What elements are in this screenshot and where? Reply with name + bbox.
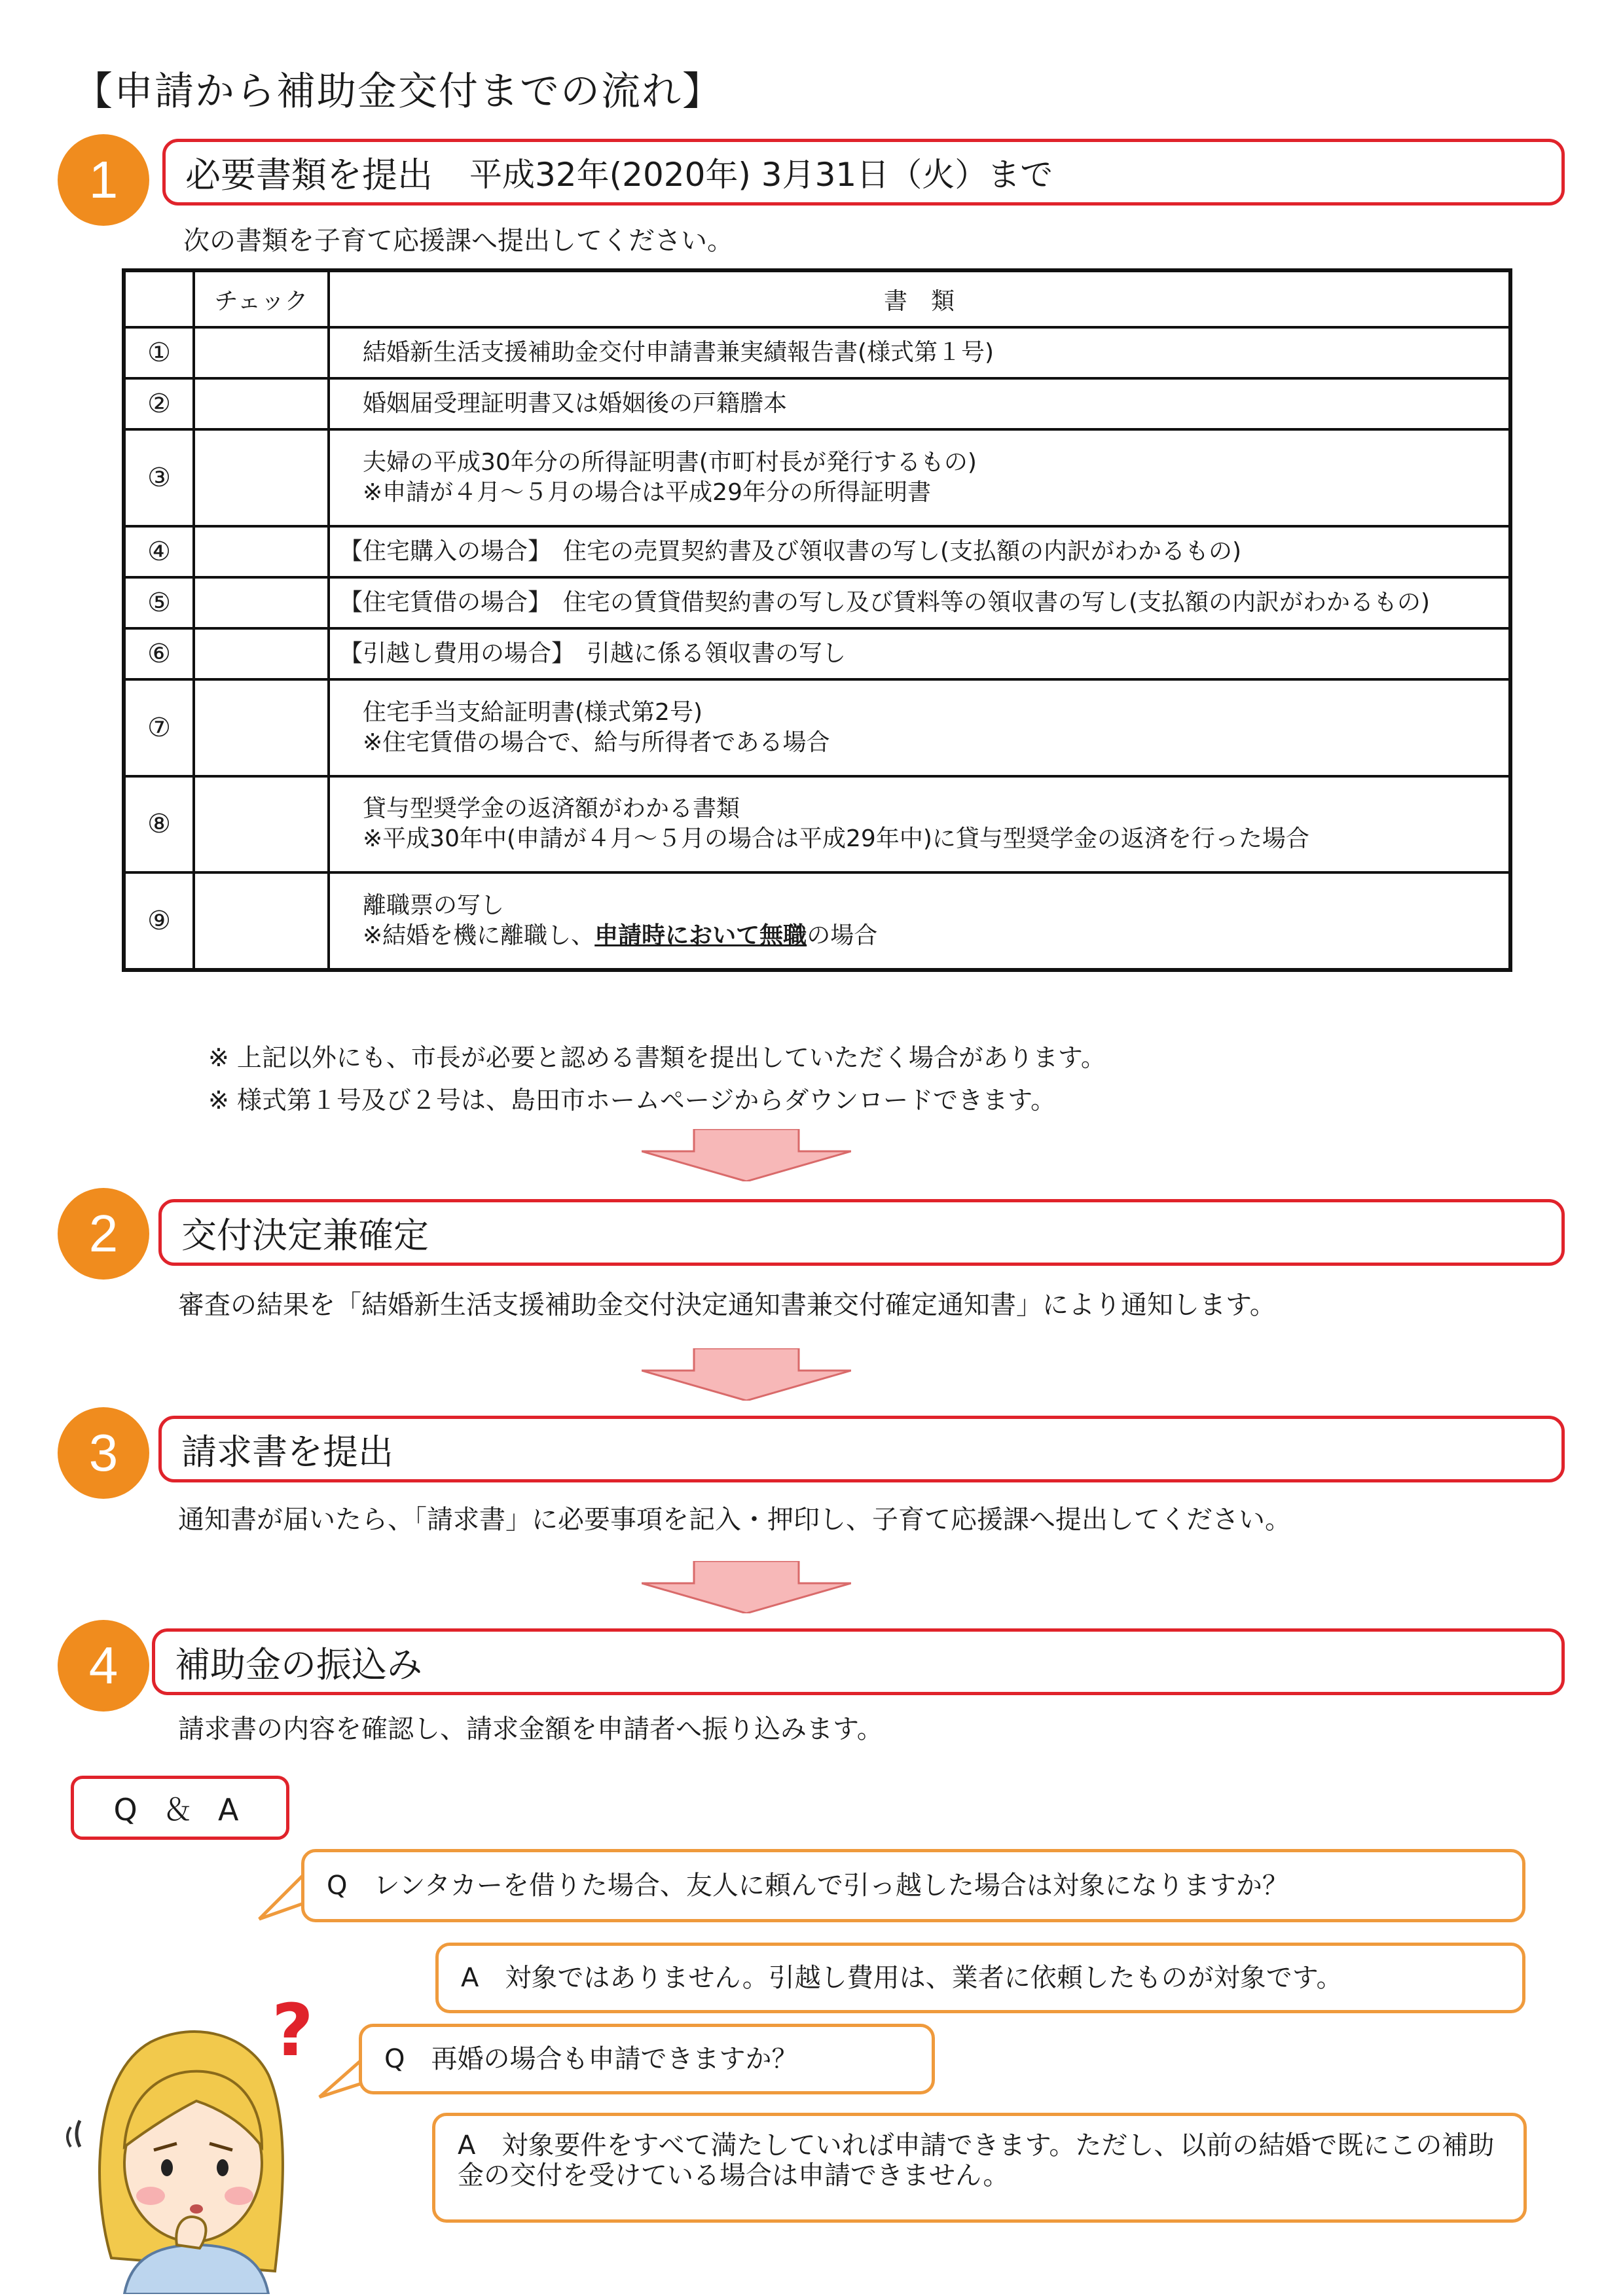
document-line: 【引越し費用の場合】 引越に係る領収書の写し (339, 640, 847, 668)
checkbox-cell[interactable] (194, 776, 329, 872)
table-header-row (124, 270, 1510, 327)
header-check: チェック (194, 270, 329, 327)
step-1-deadline: 平成32年(2020年) 3月31日（火）まで (469, 156, 1053, 194)
step-1-number: 1 (58, 134, 149, 226)
document-cell (329, 429, 1510, 526)
table-row (124, 679, 1510, 776)
step-1-description: 次の書類を子育て応援課へ提出してください。 (183, 226, 733, 256)
header-number (124, 270, 194, 327)
document-line: 【住宅賃借の場合】 住宅の賃貸借契約書の写し及び賃料等の領収書の写し(支払額の内訳がわかるもの) (339, 589, 1431, 617)
document-note: ※住宅賃借の場合で、給与所得者である場合 (363, 729, 830, 756)
table-row (124, 872, 1510, 970)
row-number: ③ (124, 429, 194, 526)
document-line: 夫婦の平成30年分の所得証明書(市町村長が発行するもの) (363, 449, 977, 476)
qa-question-1: Q レンタカーを借りた場合、友人に頼んで引っ越した場合は対象になりますか？ (301, 1849, 1525, 1922)
table-row (124, 327, 1510, 378)
row-number: ⑨ (124, 872, 194, 970)
step-3-header (158, 1416, 1565, 1482)
page-title: 【申請から補助金交付までの流れ】 (73, 69, 723, 115)
document-note (363, 921, 1508, 951)
down-arrow-icon (642, 1561, 851, 1613)
step-1-header (162, 139, 1565, 206)
down-arrow-icon (642, 1129, 851, 1181)
document-cell (329, 577, 1510, 628)
document-cell (329, 679, 1510, 776)
document-cell (329, 378, 1510, 429)
note-1: ※ 上記以外にも、市長が必要と認める書類を提出していただく場合があります。 (208, 1043, 1106, 1072)
step-3-number: 3 (58, 1407, 149, 1499)
document-line: 住宅手当支給証明書(様式第2号) (363, 699, 702, 726)
svg-text:?: ? (272, 1996, 314, 2072)
document-cell (329, 776, 1510, 872)
step-2-title: 交付決定兼確定 (181, 1214, 429, 1256)
note-2: ※ 様式第１号及び２号は、島田市ホームページからダウンロードできます。 (208, 1086, 1056, 1115)
qa-answer-1: A 対象ではありません。引越し費用は、業者に依頼したものが対象です。 (435, 1943, 1525, 2013)
document-line: 離職票の写し (363, 892, 505, 920)
note-text: ※結婚を機に離職し、 (363, 922, 595, 950)
document-note: ※平成30年中(申請が４月～５月の場合は平成29年中)に貸与型奨学金の返済を行った場合 (363, 825, 1309, 853)
step-2-number: 2 (58, 1188, 149, 1280)
qa-answer-2: A 対象要件をすべて満たしていれば申請できます。ただし、以前の結婚で既にこの補助金の交付を受けている場合は申請できません。 (432, 2113, 1527, 2223)
step-4-description: 請求書の内容を確認し、請求金額を申請者へ振り込みます。 (178, 1714, 883, 1744)
row-number: ⑧ (124, 776, 194, 872)
document-cell (329, 872, 1510, 970)
table-row (124, 628, 1510, 679)
document-line: 【住宅購入の場合】 住宅の売買契約書及び領収書の写し(支払額の内訳がわかるもの) (339, 537, 1242, 565)
checkbox-cell[interactable] (194, 429, 329, 526)
row-number: ① (124, 327, 194, 378)
table-row (124, 378, 1510, 429)
step-3-title: 請求書を提出 (181, 1431, 393, 1473)
step-2-description: 審査の結果を「結婚新生活支援補助金交付決定通知書兼交付確定通知書」により通知します。 (178, 1290, 1276, 1320)
step-4-header (152, 1628, 1565, 1695)
row-number: ⑥ (124, 628, 194, 679)
document-line: 結婚新生活支援補助金交付申請書兼実績報告書(様式第１号) (363, 339, 994, 367)
documents-table (122, 268, 1512, 972)
document-line: 婚姻届受理証明書又は婚姻後の戸籍謄本 (363, 390, 788, 418)
document-cell (329, 526, 1510, 577)
step-1-title: 必要書類を提出 (185, 154, 433, 196)
table-row (124, 429, 1510, 526)
qa-title: Q ＆ A (71, 1776, 289, 1840)
table-row (124, 776, 1510, 872)
thinking-woman-illustration (65, 1996, 354, 2294)
checkbox-cell[interactable] (194, 378, 329, 429)
row-number: ⑤ (124, 577, 194, 628)
down-arrow-icon (642, 1348, 851, 1401)
note-text: の場合 (807, 922, 878, 950)
checkbox-cell[interactable] (194, 628, 329, 679)
header-docs: 書 類 (329, 270, 1510, 327)
step-4-number: 4 (58, 1620, 149, 1712)
checkbox-cell[interactable] (194, 526, 329, 577)
step-2-header (158, 1199, 1565, 1266)
row-number: ④ (124, 526, 194, 577)
checkbox-cell[interactable] (194, 679, 329, 776)
checkbox-cell[interactable] (194, 872, 329, 970)
row-number: ⑦ (124, 679, 194, 776)
row-number: ② (124, 378, 194, 429)
document-note: ※申請が４月～５月の場合は平成29年分の所得証明書 (363, 479, 931, 507)
checkbox-cell[interactable] (194, 327, 329, 378)
document-cell (329, 628, 1510, 679)
note-emphasis: 申請時において無職 (594, 922, 807, 950)
document-cell (329, 327, 1510, 378)
table-row (124, 577, 1510, 628)
step-4-title: 補助金の振込み (175, 1643, 422, 1685)
document-line: 貸与型奨学金の返済額がわかる書類 (363, 795, 740, 823)
table-row (124, 526, 1510, 577)
qa-question-2: Q 再婚の場合も申請できますか？ (359, 2024, 935, 2094)
checkbox-cell[interactable] (194, 577, 329, 628)
step-3-description: 通知書が届いたら、「請求書」に必要事項を記入・押印し、子育て応援課へ提出してください。 (178, 1505, 1291, 1535)
